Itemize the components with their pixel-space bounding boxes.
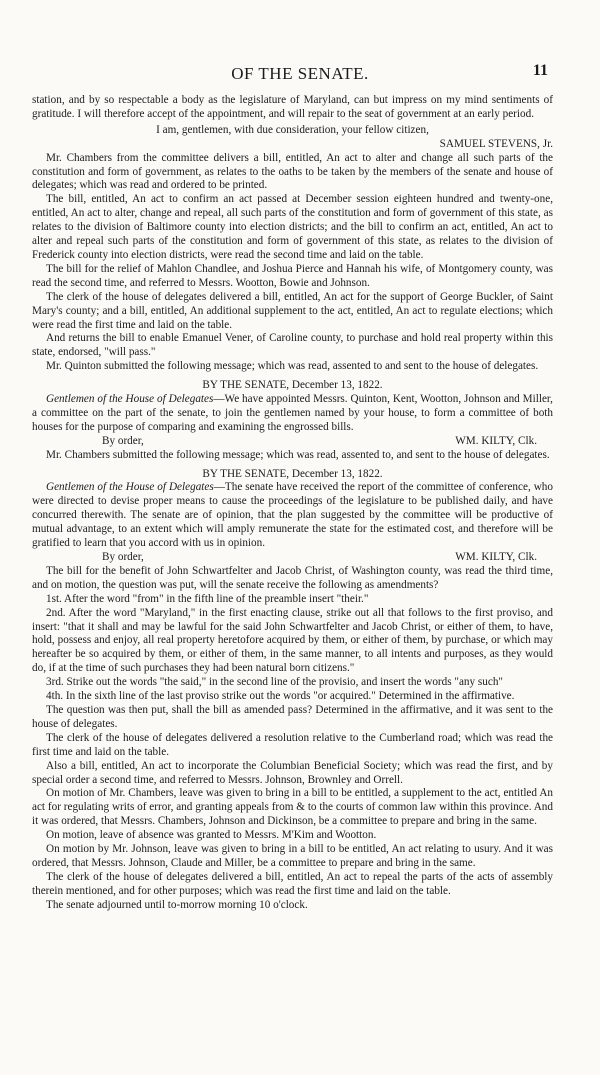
letter-signature: SAMUEL STEVENS, Jr. [439, 137, 553, 150]
paragraph-vener-bill: And returns the bill to enable Emanuel Vener, of Caroline county, to purchase and hold real property within this state, endorsed, "will pass." [32, 332, 553, 359]
paragraph-confirm-act: The bill, entitled, An act to confirm an act passed at December session eighteen hundred and twenty-one, entitled, An act to alter, change and repeal, all such parts of the constitution and form of government of this state, as relates to the division of Baltimore county into election districts; and the bill to confirm an act, entitled, An act to alter and repeal such parts of the constitution and form of government of this state, as relates to the division of Frederick county into election districts, were read the second time and laid on the table. [32, 193, 553, 261]
running-title: OF THE SENATE. [231, 64, 369, 83]
paragraph-cumberland-road: The clerk of the house of delegates delivered a resolution relative to the Cumberland road; which was read the first time and laid on the table. [32, 731, 553, 758]
message-by-order: By order, [102, 434, 144, 447]
message-signature-line [32, 551, 553, 565]
message-text: —We have appointed Messrs. Quinton, Kent, Wootton, Johnson and Miller, a committee on the part of the senate, to join the gentlemen named by your house, to form a committee of both houses for the purpose of comparing and examining the engrossed bills. [32, 393, 553, 433]
amendment-1: 1st. After the word "from" in the fifth line of the preamble insert "their." [46, 592, 369, 605]
amendment-4: 4th. In the sixth line of the last proviso strike out the words "or acquired." Determined in the affirmative. [46, 690, 515, 703]
paragraph-writs-of-error: On motion of Mr. Chambers, leave was given to bring in a bill to be entitled, a supplement to the act, entitled An act for regulating writs of error, and granting appeals from & to the courts of common law within this province. And it was ordered, that Messrs. Chambers, Johnson and Dickinson, be a committee to prepare and bring in the same. [32, 787, 553, 828]
amendment-2: 2nd. After the word "Maryland," in the first enacting clause, strike out all that follows to the first proviso, and insert: "that it shall and may be lawful for the said John Schwartfelter and Jacob Christ, or either of them, to have, hold, possess and enjoy, all real property heretofore acquired by them, or either of them, by purchase, or which may hereafter be so acquired by them, or either of them, in the same manner, to all intents and purposes, as they would do, if at the time of such purchases they had been natural born citizens." [32, 606, 553, 675]
paragraph-question-put: The question was then put, shall the bill as amended pass? Determined in the affirmative, and it was sent to the house of delegates. [32, 703, 553, 730]
paragraph-relief-bill: The bill for the relief of Mahlon Chandlee, and Joshua Pierce and Hannah his wife, of Montgomery county, was read the second time, and referred to Messrs. Wootton, Bowie and Johnson. [32, 262, 553, 289]
message-signature: WM. KILTY, Clk. [455, 551, 537, 563]
message-signature-line [32, 435, 553, 449]
paragraph-schwartfelter-bill: The bill for the benefit of John Schwartfelter and Jacob Christ, of Washington county, was read the third time, and on motion, the question was put, will the senate receive the following as amendments? [32, 564, 553, 591]
message-text: —The senate have received the report of the committee of conference, who were directed to devise proper means to cause the proceedings of the legislature to be published daily, and have concurred therewith. The senate are of opinion, that the plan suggested by the committee will be productive of mutual advantage, to an extent which will amply remunerate the state for the estimated cost, and therefore will be gratified to learn that you accord with us in opinion. [32, 481, 553, 550]
message-salutation: Gentlemen of the House of Delegates [46, 481, 214, 494]
message-body [32, 481, 553, 551]
message-heading: BY THE SENATE, December 13, 1822. [202, 467, 383, 480]
message-body [32, 393, 553, 435]
message-heading: BY THE SENATE, December 13, 1822. [202, 379, 383, 392]
paragraph-repeal-bill: The clerk of the house of delegates delivered a bill, entitled, An act to repeal the parts of the acts of assembly therein mentioned, and for other purposes; which was read the first time and laid on the table. [32, 870, 553, 897]
paragraph-chambers-bill: Mr. Chambers from the committee delivers a bill, entitled, An act to alter and change all such parts of the constitution and form of government, as relates to the oaths to be taken by the members of the senate and house of delegates; which was read and ordered to be printed. [32, 151, 553, 192]
amendment-3: 3rd. Strike out the words "the said," in the second line of the provisio, and insert the words "any such" [46, 676, 503, 689]
message-signature: WM. KILTY, Clk. [455, 434, 537, 447]
page-body [32, 94, 553, 913]
page-number: 11 [532, 62, 548, 79]
paragraph-usury-bill: On motion by Mr. Johnson, leave was given to bring in a bill to be entitled, An act relating to usury. And it was ordered, that Messrs. Johnson, Claude and Miller, be a committee to prepare and bring in the same. [32, 843, 553, 869]
paragraph-adjournment: The senate adjourned until to-morrow morning 10 o'clock. [46, 898, 308, 911]
paragraph-beneficial-society: Also a bill, entitled, An act to incorporate the Columbian Beneficial Society; which was read the first, and by special order a second time, and referred to Messrs. Johnson, Brownley and Orrell. [32, 759, 553, 786]
paragraph-quinton-message: Mr. Quinton submitted the following message; which was read, assented to and sent to the house of delegates. [46, 360, 539, 373]
message-by-order: By order, [102, 551, 144, 563]
paragraph-buckler-bill: The clerk of the house of delegates delivered a bill, entitled, An act for the support of George Buckler, of Saint Mary's county; and a bill, entitled, An additional supplement to the act, entitled, An act to regulate elections; which were read the first time and laid on the table. [32, 290, 553, 331]
paragraph-letter-end: station, and by so respectable a body as the legislature of Maryland, can but impress on my mind sentiments of gratitude. I will therefore accept of the appointment, and will repair to the seat of government at an early period. [32, 94, 553, 120]
message-salutation: Gentlemen of the House of Delegates [46, 393, 214, 406]
page-header [0, 60, 600, 86]
letter-closing: I am, gentlemen, with due consideration, your fellow citizen, [156, 123, 429, 136]
paragraph-chambers-message: Mr. Chambers submitted the following message; which was read, assented to, and sent to the house of delegates. [46, 448, 550, 461]
paragraph-leave-of-absence: On motion, leave of absence was granted to Messrs. M'Kim and Wootton. [46, 829, 377, 842]
